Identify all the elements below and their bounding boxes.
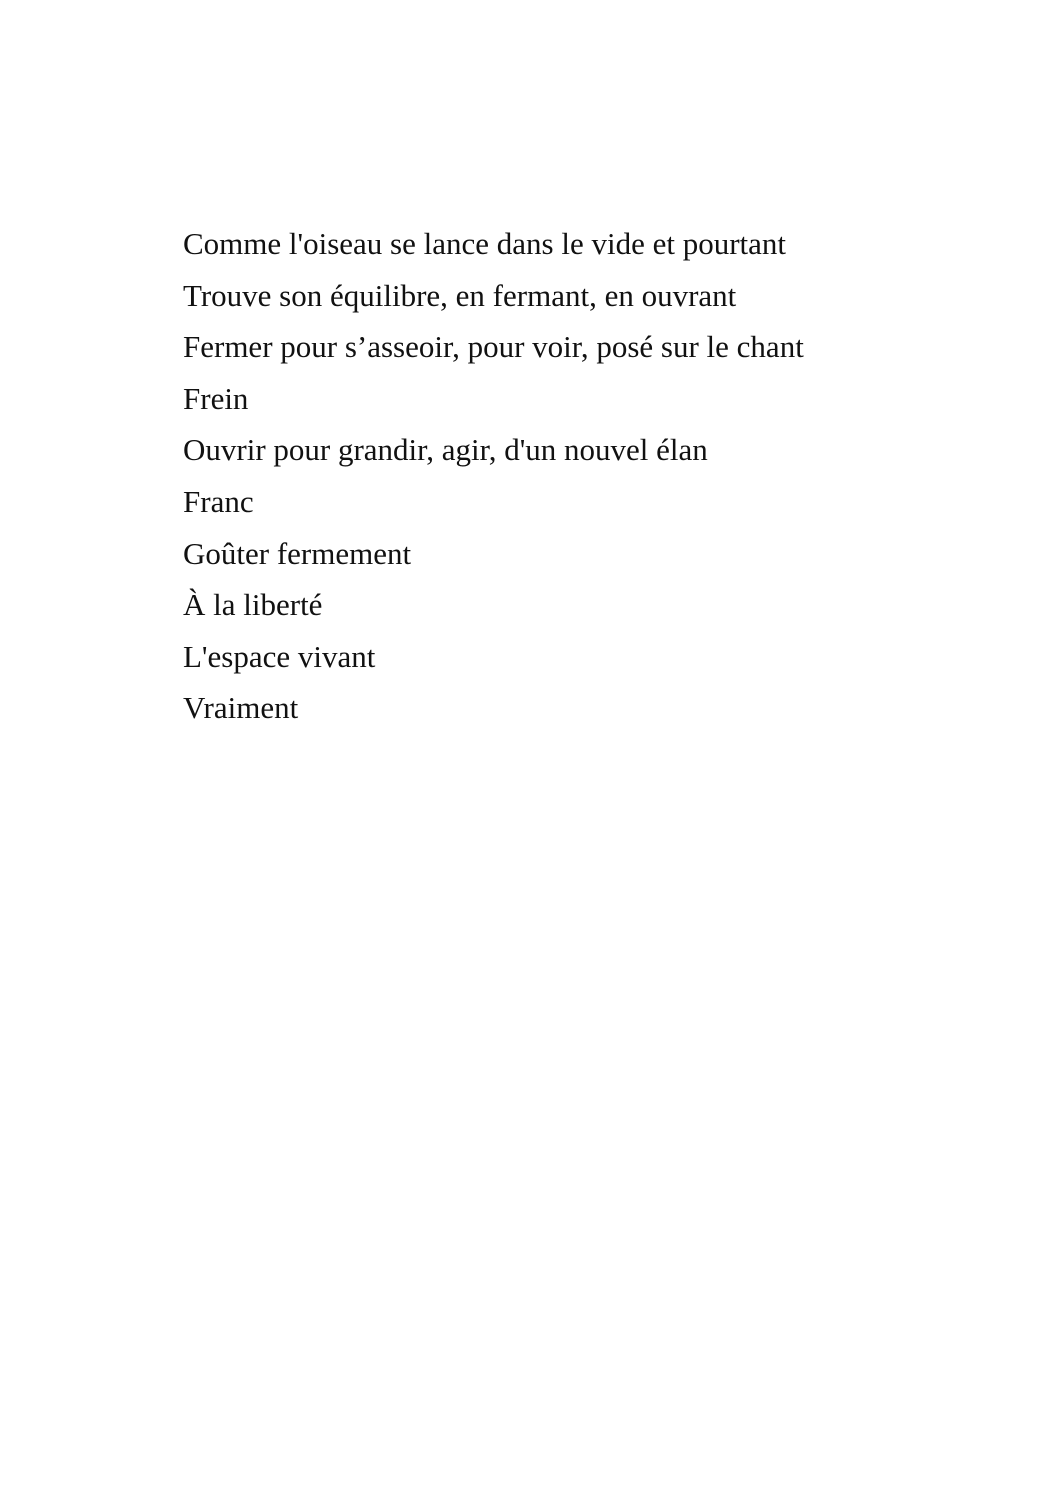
- poem-line: Frein: [183, 380, 249, 416]
- poem-line: L'espace vivant: [183, 638, 376, 674]
- poem-line: Franc: [183, 483, 254, 519]
- poem-line: Fermer pour s’asseoir, pour voir, posé sur le chant: [183, 329, 804, 365]
- poem-line: Comme l'oiseau se lance dans le vide et pourtant: [183, 226, 787, 261]
- poem: [183, 218, 804, 734]
- poem-line: À la liberté: [183, 587, 323, 623]
- poem-line: Goûter fermement: [183, 535, 412, 571]
- poem-line: Trouve son équilibre, en fermant, en ouvrant: [183, 277, 737, 313]
- poem-line: Ouvrir pour grandir, agir, d'un nouvel élan: [183, 432, 708, 468]
- poem-line: Vraiment: [183, 690, 299, 726]
